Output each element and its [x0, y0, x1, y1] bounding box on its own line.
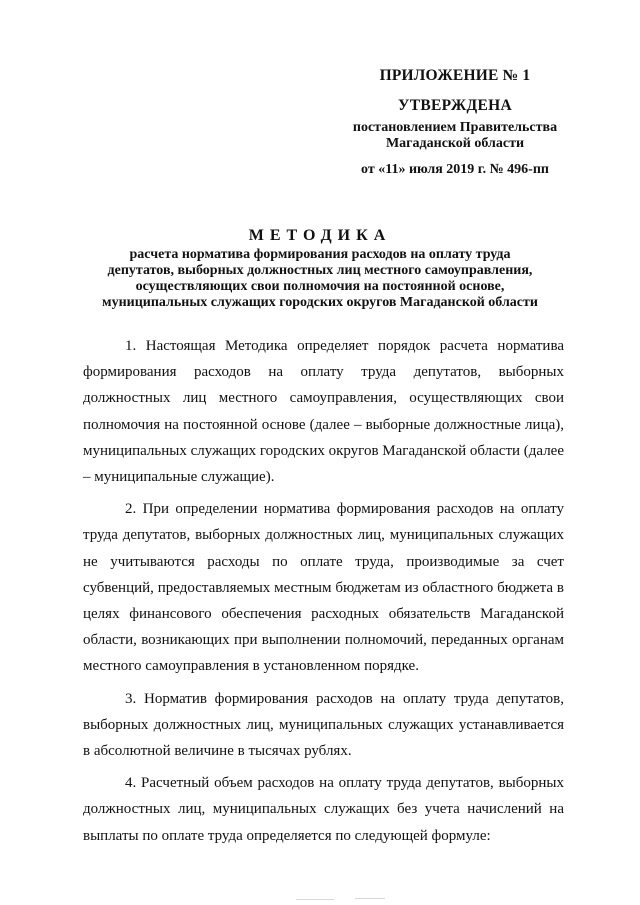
title-main: МЕТОДИКА: [248, 227, 392, 244]
subtitle-line: муниципальных служащих городских округов Магаданской области: [102, 295, 538, 310]
paragraph: 2. При определении норматива формирования расходов на оплату труда депутатов, выборных должностных лиц, муниципальных служащих не учитываются расходы по оплате труда, производимые за счет субвенций, предоставляемых местным бюджетам из областного бюджета в целях финансового обеспечения расходных обязательств Магаданской области, возникающих при выполнении полномочий, переданных органам местного самоуправления в установленном порядке.: [83, 501, 564, 675]
appendix-label: ПРИЛОЖЕНИЕ № 1: [379, 67, 531, 84]
approved-label: УТВЕРЖДЕНА: [398, 97, 512, 114]
paragraph: 3. Норматив формирования расходов на оплату труда депутатов, выборных должностных лиц, муниципальных служащих устанавливается в абсолютной величине в тысячах рублях.: [83, 690, 564, 760]
document-title: [70, 226, 570, 311]
decree-line: постановлением Правительства: [352, 120, 558, 135]
subtitle-line: депутатов, выборных должностных лиц местного самоуправления,: [107, 263, 533, 278]
decree-date: от «11» июля 2019 г. № 496-пп: [361, 162, 549, 177]
decree-reference: [330, 120, 580, 152]
decree-line: Магаданской области: [385, 136, 525, 151]
approval-block: [330, 66, 580, 179]
title-subtitle: [70, 247, 570, 311]
subtitle-line: осуществляющих свои полномочия на постоянной основе,: [135, 279, 505, 294]
scan-artifact: [355, 898, 385, 899]
paragraph: 4. Расчетный объем расходов на оплату труда депутатов, выборных должностных лиц, муниципальных служащих без учета начислений на выплаты по оплате труда определяется по следующей формуле:: [83, 775, 564, 844]
document-body: [83, 333, 564, 849]
subtitle-line: расчета норматива формирования расходов на оплату труда: [129, 247, 511, 262]
scan-artifact: [296, 899, 334, 900]
paragraph: 1. Настоящая Методика определяет порядок расчета норматива формирования расходов на оплату труда депутатов, выборных должностных лиц местного самоуправления, осуществляющих свои полномочия на постоянной основе (далее – выборные должностные лица), муниципальных служащих городских округов Магаданской области (далее – муниципальные служащие).: [83, 338, 564, 486]
